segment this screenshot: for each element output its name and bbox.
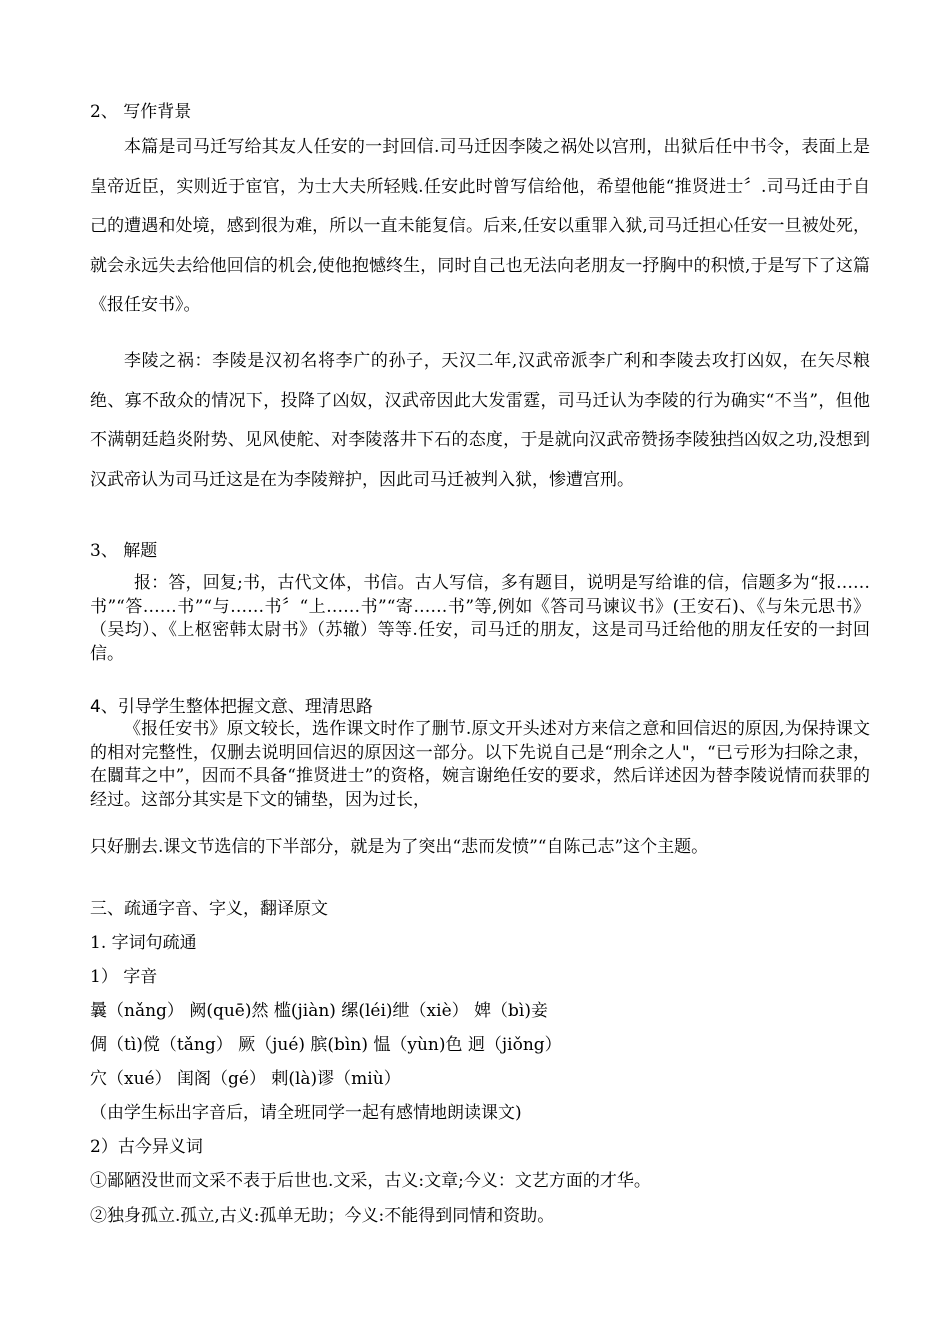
pronunciation-line: 倜（tì)傥（tǎng） 厥（jué) 膑(bìn) 愠（yùn)色 迥（jiǒng） [90, 1035, 562, 1055]
vocab-item: ②独身孤立.孤立,古义:孤单无助；今义:不能得到同情和资助。 [90, 1206, 555, 1226]
paragraph-guide: 《报任安书》原文较长，选作课文时作了删节.原文开头述对方来信之意和回信迟的原因,为保持课文的相对完整性，仅删去说明回信迟的原因这一部分。以下先说自己是“刑余之人"，“已亏形为扫除之隶，在闒茸之中”，因而不具备“推贤进士”的资格，婉言谢绝任安的要求，然后详述因为替李陵说情而获罪的经过。这部分其实是下文的铺垫，因为过长， [90, 719, 870, 810]
paragraph-title-explanation: 报：答，回复;书，古代文体，书信。古人写信，多有题目，说明是写给谁的信，信题多为“报……书”“答……书”“与……书〞“上……书”“寄……书”等,例如《答司马谏议书》(王安石)、《与朱元思书》（吴均）、《上枢密韩太尉书》（苏辙）等等.任安，司马迁的朋友，这是司马迁给他的朋友任安的一封回信。 [90, 573, 870, 664]
paragraph-liling-disaster: 李陵之祸：李陵是汉初名将李广的孙子，天汉二年,汉武帝派李广利和李陵去攻打凶奴，在矢尽粮绝、寡不敌众的情况下，投降了凶奴，汉武帝因此大发雷霆，司马迁认为李陵的行为确实“不当”，但他不满朝廷趋炎附势、见风使舵、对李陵落井下石的态度，于是就向汉武帝赞扬李陵独挡凶奴之功,没想到汉武帝认为司马迁这是在为李陵辩护，因此司马迁被判入狱，惨遭宫刑。 [90, 351, 870, 490]
subheading-word-clarification: 1. 字词句疏通 [90, 933, 197, 953]
subheading-pronunciation: 1） 字音 [90, 967, 158, 987]
heading-guide-number: 4 [90, 697, 101, 717]
heading-section-three: 三、疏通字音、字义，翻译原文 [90, 899, 328, 919]
heading-writing-background: 2、 写作背景 [90, 102, 192, 122]
vocab-item: ①鄙陋没世而文采不表于后世也.文采，古义:文章;今义：文艺方面的才华。 [90, 1171, 651, 1191]
heading-guide-text: 、引导学生整体把握文意、理清思路 [100, 697, 373, 717]
pronunciation-line: 曩（nǎng） 阙(quē)然 槛(jiàn) 缧(léi)绁（xiè） 婢（bì)妾 [90, 1001, 548, 1021]
heading-title-explanation: 3、 解题 [90, 541, 158, 561]
heading-guide [90, 697, 373, 717]
paragraph-guide-tail: 只好删去.课文节选信的下半部分，就是为了突出“悲而发愤”“自陈己志”这个主题。 [90, 837, 709, 857]
pronunciation-note: （由学生标出字音后，请全班同学一起有感情地朗读课文) [90, 1103, 522, 1123]
subheading-ancient-modern-words: 2）古今异义词 [90, 1137, 203, 1157]
paragraph-writing-background: 本篇是司马迁写给其友人任安的一封回信.司马迁因李陵之祸处以宫刑，出狱后任中书令，表面上是皇帝近臣，实则近于宦官，为士大夫所轻贱.任安此时曾写信给他，希望他能“推贤进士〞.司马迁由于自己的遭遇和处境，感到很为难，所以一直未能复信。后来,任安以重罪入狱,司马迁担心任安一旦被处死，就会永远失去给他回信的机会,使他抱憾终生，同时自己也无法向老朋友一抒胸中的积愤,于是写下了这篇《报任安书》。 [90, 137, 870, 315]
pronunciation-line: 穴（xué） 闺阁（gé） 剌(là)谬（miù） [90, 1069, 401, 1089]
